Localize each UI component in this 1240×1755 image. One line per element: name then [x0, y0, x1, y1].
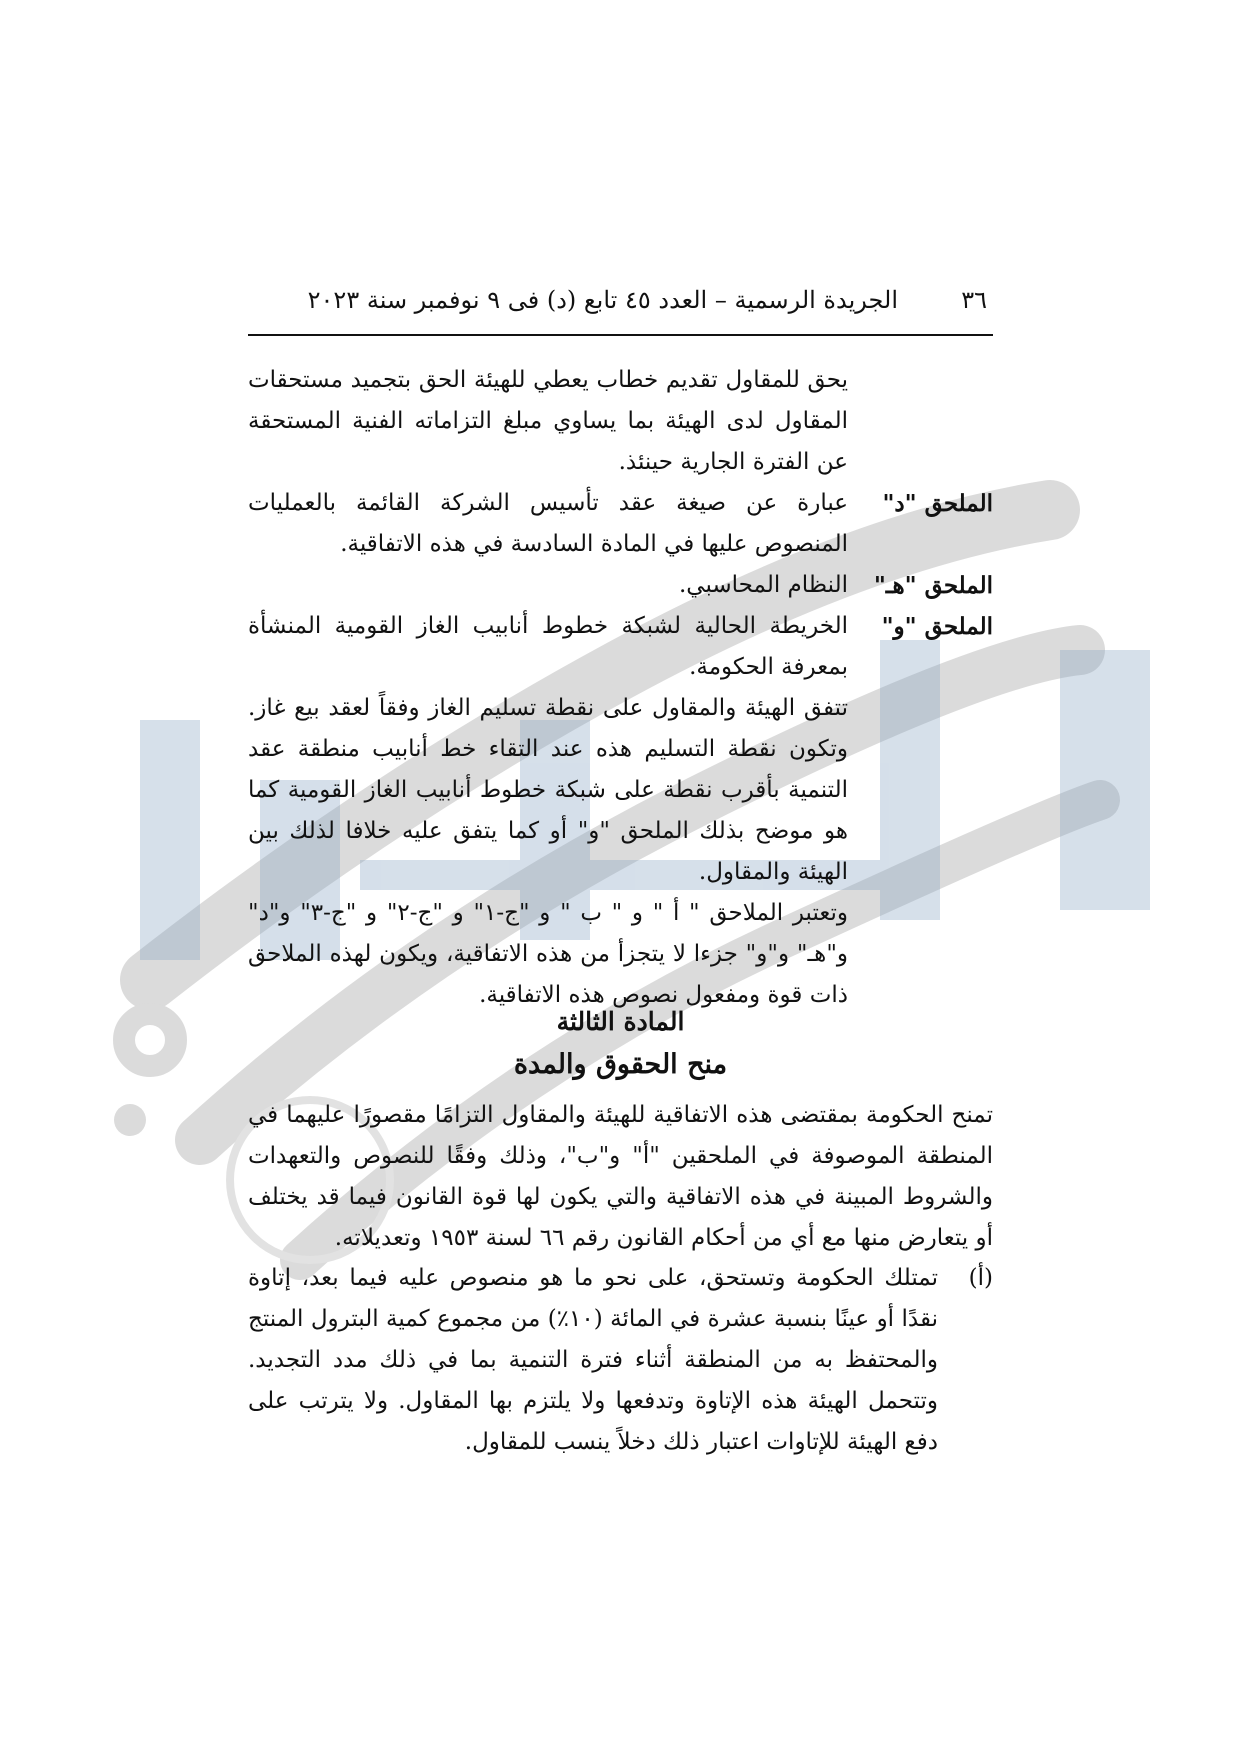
gazette-title: الجريدة الرسمية – العدد ٤٥ تابع (د) فى ٩ نوفمبر سنة ٢٠٢٣ — [307, 286, 898, 314]
page-header — [248, 282, 993, 336]
page-number: ٣٦ — [961, 286, 987, 314]
list-item-marker: (أ) — [968, 1265, 993, 1291]
continuation-paragraph: يحق للمقاول تقديم خطاب يعطي للهيئة الحق بتجميد مستحقات المقاول لدى الهيئة بما يساوي مبلغ التزاماته الفنية المستحقة عن الفترة الجارية حينئذ. — [248, 367, 848, 475]
list-item-text: تمتلك الحكومة وتستحق، على نحو ما هو منصوص عليه فيما بعد، إتاوة نقدًا أو عينًا بنسبة عشرة في المائة (١٠٪) من مجموع كمية البترول المنتج والمحتفظ به من المنطقة أثناء فترة التنمية بما في ذلك مدد التجديد. وتتحمل الهيئة هذه الإتاوة وتدفعها ولا يلتزم بها المقاول. ولا يترتب على دفع الهيئة للإتاوات اعتبار ذلك دخلاً ينسب للمقاول. — [248, 1265, 938, 1455]
annex-label: الملحق "د" — [882, 490, 993, 517]
article-title: المادة الثالثة — [556, 1007, 685, 1036]
article-subtitle: منح الحقوق والمدة — [513, 1049, 728, 1080]
annex-label: الملحق "هـ" — [873, 572, 993, 599]
annex-label: الملحق "و" — [881, 613, 993, 640]
annex-text: النظام المحاسبي. — [678, 572, 848, 598]
annex-text: عبارة عن صيغة عقد تأسيس الشركة القائمة بالعمليات المنصوص عليها في المادة السادسة في هذه الاتفاقية. — [248, 490, 848, 557]
annex-item — [248, 483, 993, 565]
annex-list — [248, 483, 993, 688]
annex-item — [248, 565, 993, 606]
annexes-integral-paragraph: وتعتبر الملاحق " أ " و " ب " و "ج-١" و "ج-٢" و "ج-٣" و"د" و"هـ" و"و" جزءا لا يتجزأ من هذه الاتفاقية، ويكون لهذه الملاحق ذات قوة ومفعول نصوص هذه الاتفاقية. — [248, 900, 849, 1008]
delivery-point-paragraph: تتفق الهيئة والمقاول على نقطة تسليم الغاز وفقاً لعقد بيع غاز. وتكون نقطة التسليم هذه عند التقاء خط أنابيب منطقة عقد التنمية بأقرب نقطة على شبكة خطوط أنابيب الغاز القومية كما هو موضح بذلك الملحق "و" أو كما يتفق عليه خلافا لذلك بين الهيئة والمقاول. — [248, 695, 848, 885]
grant-paragraph: تمنح الحكومة بمقتضى هذه الاتفاقية للهيئة والمقاول التزامًا مقصورًا عليهما في المنطقة الموصوفة في الملحقين "أ" و"ب"، وذلك وفقًا للنصوص والتعهدات والشروط المبينة في هذه الاتفاقية والتي يكون لها قوة القانون فيما قد يختلف أو يتعارض منها مع أي من أحكام القانون رقم ٦٦ لسنة ١٩٥٣ وتعديلاته. — [248, 1102, 993, 1251]
annex-item — [248, 606, 993, 688]
list-item-a — [248, 1258, 993, 1463]
annex-text: الخريطة الحالية لشبكة خطوط أنابيب الغاز القومية المنشأة بمعرفة الحكومة. — [248, 613, 848, 680]
